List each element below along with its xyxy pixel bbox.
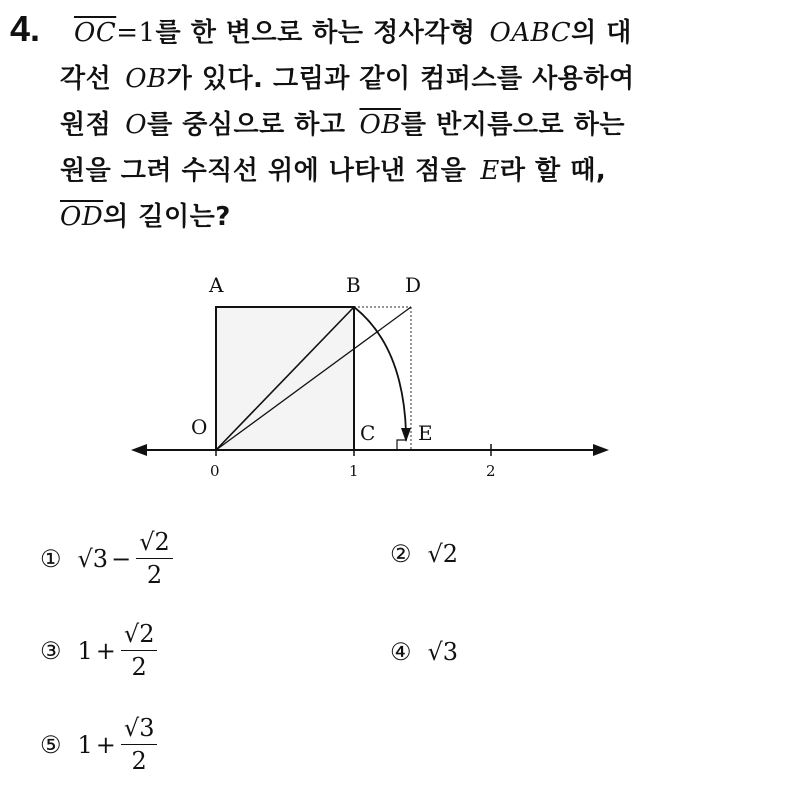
choice-2-value: √2: [427, 540, 459, 568]
tick-label-1: 1: [349, 462, 359, 480]
right-arrow-icon: [593, 444, 609, 456]
choice-3[interactable]: [40, 620, 157, 681]
choice-5-fraction: [121, 714, 158, 775]
label-c: C: [360, 421, 376, 445]
tick-label-2: 2: [486, 462, 496, 480]
choice-2-marker: ②: [390, 540, 412, 568]
choice-5-whole: 1: [77, 730, 93, 759]
label-b: B: [346, 273, 361, 297]
line3-text-c: 를 반지름으로 하는: [400, 110, 625, 140]
compass-arc: [354, 307, 406, 432]
question-line-4: [60, 148, 760, 194]
choice-3-whole: 1: [77, 636, 93, 665]
choice-5-numerator: √3: [121, 714, 158, 745]
choice-3-marker: ③: [40, 636, 62, 665]
geometry-figure: [125, 262, 615, 487]
line1-text-b: 의 대: [571, 18, 632, 48]
line2-text-b: 가 있다. 그림과 같이 컴퍼스를 사용하여: [166, 64, 635, 94]
point-e: E: [480, 156, 500, 186]
choice-1[interactable]: [40, 528, 173, 589]
choice-1-fraction: [136, 528, 173, 589]
line3-text-b: 를 중심으로 하고: [147, 110, 346, 140]
equals-one: =1: [116, 18, 156, 48]
question-line-5: [60, 194, 760, 240]
question-line-3: [60, 102, 760, 148]
choice-4-value: √3: [427, 638, 459, 666]
segment-oc: $\overline{OC}$: [74, 18, 117, 48]
choice-3-fraction: [121, 620, 158, 681]
label-o: O: [191, 415, 208, 439]
choice-2[interactable]: [390, 540, 458, 568]
left-arrow-icon: [131, 444, 147, 456]
question-text: [60, 10, 760, 240]
choice-4-marker: ④: [390, 638, 412, 666]
line4-text-b: 라 할 때,: [499, 156, 607, 186]
label-e: E: [418, 421, 433, 445]
choice-3-denominator: 2: [131, 653, 147, 681]
choice-1-op: −: [111, 544, 132, 573]
line5-text: 의 길이는?: [103, 202, 231, 232]
choice-5[interactable]: [40, 714, 157, 775]
line1-text-a: 를 한 변으로 하는 정사각형: [155, 18, 476, 48]
label-a: A: [209, 273, 224, 297]
label-d: D: [405, 273, 422, 297]
choice-3-op: +: [95, 636, 116, 665]
choice-1-numerator: √2: [136, 528, 173, 559]
question-line-2: [60, 56, 760, 102]
line4-text-a: 원을 그려 수직선 위에 나타낸 점을: [60, 156, 467, 186]
choice-5-op: +: [95, 730, 116, 759]
choice-5-denominator: 2: [131, 747, 147, 775]
choice-4[interactable]: [390, 638, 458, 666]
right-angle-mark: [397, 440, 407, 450]
choice-1-marker: ①: [40, 544, 62, 573]
line3-text-a: 원점: [60, 110, 112, 140]
line2-text-a: 각선: [60, 64, 112, 94]
choice-1-whole: √3: [77, 544, 109, 573]
origin-o: O: [125, 110, 148, 140]
choice-5-marker: ⑤: [40, 730, 62, 759]
question-number: 4.: [10, 8, 41, 49]
choice-1-denominator: 2: [146, 561, 163, 589]
diagonal-ob: OB: [125, 64, 167, 94]
tick-label-0: 0: [210, 462, 220, 480]
square-oabc: OABC: [489, 18, 572, 48]
segment-od: $\overline{OD}$: [60, 202, 104, 232]
segment-ob: $\overline{OB}$: [359, 110, 401, 140]
choice-3-numerator: √2: [121, 620, 158, 651]
question-line-1: [60, 10, 760, 56]
